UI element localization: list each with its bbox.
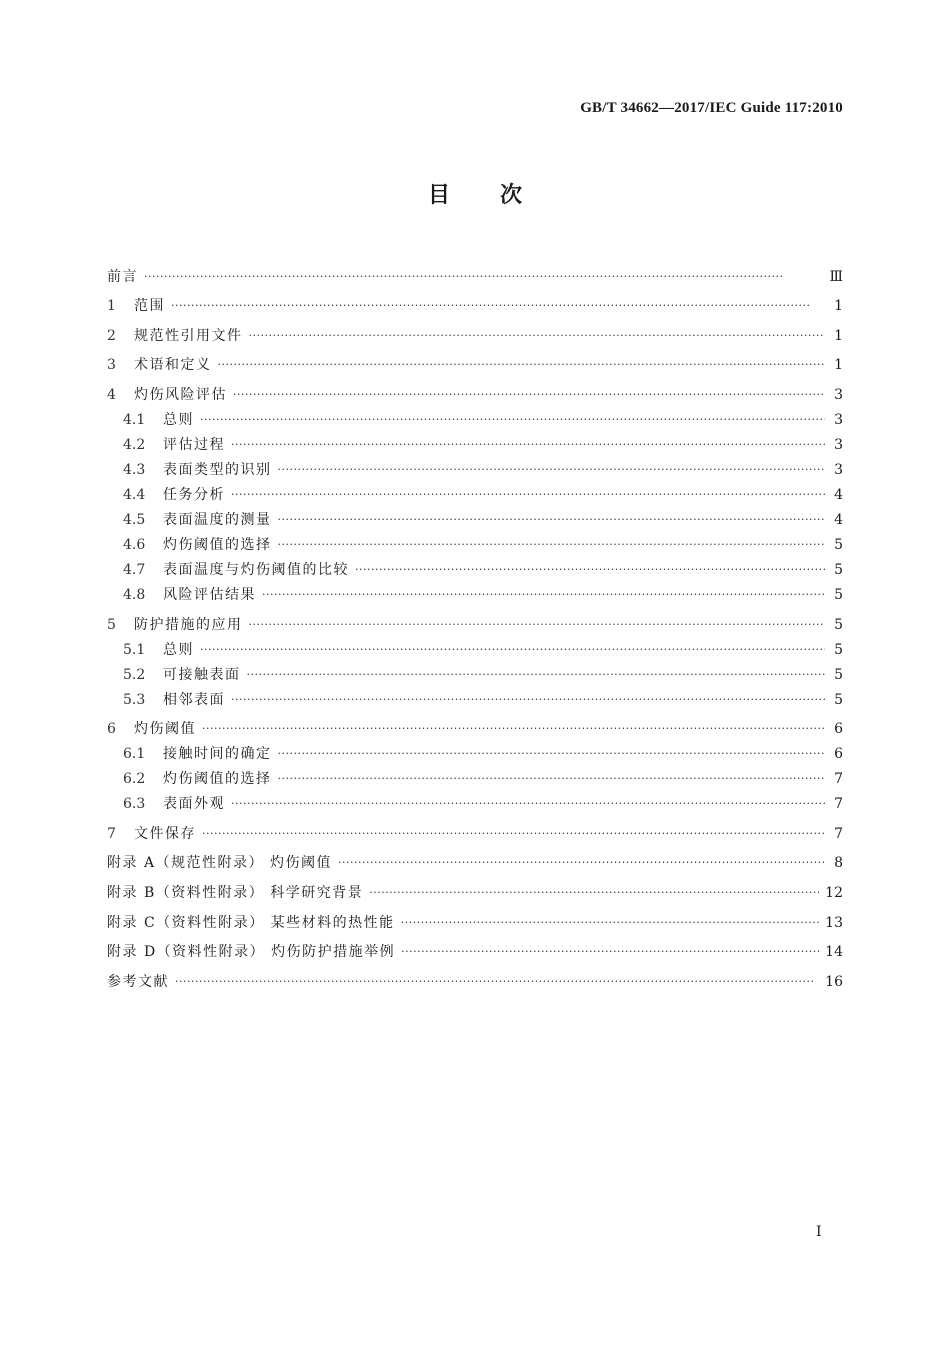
toc-entry-label: 总则 xyxy=(163,641,194,658)
toc-leader-dots xyxy=(144,268,823,286)
toc-leader-dots xyxy=(262,586,825,604)
toc-entry-label: 防护措施的应用 xyxy=(134,616,243,633)
toc-entry-number: 5.2 xyxy=(123,666,146,683)
toc-entry-page: 7 xyxy=(834,825,843,842)
toc-entry-page: 3 xyxy=(834,386,843,403)
toc-leader-dots xyxy=(278,770,826,788)
toc-entry-label: 文件保存 xyxy=(134,825,196,842)
toc-entry[interactable] xyxy=(107,763,843,788)
toc-entry[interactable] xyxy=(107,902,843,932)
toc-entry[interactable] xyxy=(107,932,843,962)
toc-entry-label: 前言 xyxy=(107,268,138,285)
toc-entry-label: 灼伤阈值的选择 xyxy=(163,771,272,788)
toc-leader-dots xyxy=(278,745,826,763)
toc-entry-label: 任务分析 xyxy=(163,486,225,503)
toc-leader-dots xyxy=(249,327,826,345)
toc-entry-page: 5 xyxy=(834,561,843,578)
toc-entry-number: 4 xyxy=(107,386,116,403)
toc-entry-label: 评估过程 xyxy=(163,436,225,453)
toc-entry-label: 附录 B（资料性附录） 科学研究背景 xyxy=(107,884,364,901)
toc-entry-label: 相邻表面 xyxy=(163,691,225,708)
toc-entry[interactable] xyxy=(107,684,843,709)
toc-entry[interactable] xyxy=(107,634,843,659)
toc-entry-number: 1 xyxy=(107,298,116,315)
toc-leader-dots xyxy=(249,616,826,634)
toc-leader-dots xyxy=(278,511,826,529)
toc-leader-dots xyxy=(278,536,826,554)
toc-leader-dots xyxy=(278,461,826,479)
toc-entry-page: 13 xyxy=(825,914,843,931)
toc-entry[interactable] xyxy=(107,554,843,579)
toc-entry-page: 3 xyxy=(834,461,843,478)
toc-entry[interactable] xyxy=(107,659,843,684)
toc-leader-dots xyxy=(231,691,825,709)
toc-entry-label: 表面外观 xyxy=(163,796,225,813)
toc-entry-number: 4.7 xyxy=(123,561,146,578)
toc-entry[interactable] xyxy=(107,404,843,429)
toc-leader-dots xyxy=(175,973,819,991)
toc-entry-label: 灼伤阈值 xyxy=(134,721,196,738)
toc-entry-label: 规范性引用文件 xyxy=(134,327,243,344)
toc-entry-number: 4.3 xyxy=(123,461,146,478)
toc-entry-label: 风险评估结果 xyxy=(163,586,256,603)
toc-entry[interactable] xyxy=(107,709,843,739)
toc-leader-dots xyxy=(218,356,826,374)
toc-entry-number: 5.1 xyxy=(123,641,146,658)
toc-entry-page: 12 xyxy=(825,884,843,901)
toc-entry-label: 附录 C（资料性附录） 某些材料的热性能 xyxy=(107,914,395,931)
toc-entry-page: 5 xyxy=(834,616,843,633)
toc-entry[interactable] xyxy=(107,256,843,286)
toc-entry-number: 6.1 xyxy=(123,746,146,763)
toc-entry[interactable] xyxy=(107,429,843,454)
toc-leader-dots xyxy=(202,825,825,843)
toc-entry-label: 表面温度的测量 xyxy=(163,511,272,528)
toc-entry-number: 6.2 xyxy=(123,771,146,788)
toc-entry[interactable] xyxy=(107,788,843,813)
toc-entry-page: 14 xyxy=(825,944,843,961)
toc-entry[interactable] xyxy=(107,961,843,991)
toc-entry-page: 1 xyxy=(834,357,843,374)
toc-entry-page: 5 xyxy=(834,536,843,553)
toc-entry[interactable] xyxy=(107,604,843,634)
table-of-contents xyxy=(107,256,843,991)
toc-entry-label: 接触时间的确定 xyxy=(163,746,272,763)
toc-entry-number: 4.6 xyxy=(123,536,146,553)
toc-entry-label: 可接触表面 xyxy=(163,666,241,683)
toc-entry-page: 3 xyxy=(834,411,843,428)
toc-leader-dots xyxy=(202,720,825,738)
toc-entry-label: 附录 D（资料性附录） 灼伤防护措施举例 xyxy=(107,944,396,961)
toc-entry-number: 4.2 xyxy=(123,436,146,453)
toc-entry-page: Ⅲ xyxy=(829,268,843,285)
toc-entry-number: 5.3 xyxy=(123,691,146,708)
toc-entry-page: 16 xyxy=(825,973,843,990)
toc-leader-dots xyxy=(171,297,825,315)
toc-entry[interactable] xyxy=(107,579,843,604)
toc-entry[interactable] xyxy=(107,286,843,316)
toc-leader-dots xyxy=(338,854,825,872)
toc-entry-label: 灼伤阈值的选择 xyxy=(163,536,272,553)
standard-code-header: GB/T 34662—2017/IEC Guide 117:2010 xyxy=(580,100,843,116)
toc-entry-page: 5 xyxy=(834,586,843,603)
toc-entry-page: 6 xyxy=(834,721,843,738)
toc-entry-page: 7 xyxy=(834,796,843,813)
toc-entry-page: 6 xyxy=(834,746,843,763)
toc-entry-page: 1 xyxy=(834,327,843,344)
toc-leader-dots xyxy=(247,666,826,684)
toc-entry-number: 4.5 xyxy=(123,511,146,528)
toc-entry-number: 2 xyxy=(107,327,116,344)
toc-leader-dots xyxy=(401,943,819,961)
toc-entry-page: 7 xyxy=(834,771,843,788)
toc-entry-label: 表面温度与灼伤阈值的比较 xyxy=(163,561,349,578)
toc-entry-page: 4 xyxy=(834,511,843,528)
toc-entry-page: 1 xyxy=(834,298,843,315)
toc-entry[interactable] xyxy=(107,479,843,504)
toc-entry-page: 3 xyxy=(834,436,843,453)
toc-entry-number: 5 xyxy=(107,616,116,633)
toc-leader-dots xyxy=(231,486,825,504)
page-title: 目次 xyxy=(427,183,572,208)
toc-entry-number: 4.1 xyxy=(123,411,146,428)
toc-entry-number: 3 xyxy=(107,357,116,374)
toc-entry-page: 5 xyxy=(834,641,843,658)
toc-entry[interactable] xyxy=(107,738,843,763)
toc-leader-dots xyxy=(369,884,819,902)
toc-leader-dots xyxy=(401,914,820,932)
toc-entry[interactable] xyxy=(107,374,843,404)
toc-entry-label: 总则 xyxy=(163,411,194,428)
toc-entry-label: 附录 A（规范性附录） 灼伤阈值 xyxy=(107,855,333,872)
toc-entry-number: 6 xyxy=(107,721,116,738)
toc-entry[interactable] xyxy=(107,345,843,375)
toc-entry-label: 术语和定义 xyxy=(134,357,212,374)
toc-entry-number: 7 xyxy=(107,825,116,842)
toc-entry-number: 6.3 xyxy=(123,796,146,813)
toc-entry-label: 表面类型的识别 xyxy=(163,461,272,478)
toc-entry[interactable] xyxy=(107,529,843,554)
toc-entry-page: 5 xyxy=(834,691,843,708)
page-number: I xyxy=(816,1224,822,1240)
toc-leader-dots xyxy=(200,641,825,659)
toc-entry[interactable] xyxy=(107,843,843,873)
toc-entry-number: 4.4 xyxy=(123,486,146,503)
toc-entry[interactable] xyxy=(107,315,843,345)
toc-entry-page: 5 xyxy=(834,666,843,683)
toc-leader-dots xyxy=(233,386,825,404)
toc-entry-page: 8 xyxy=(834,855,843,872)
toc-entry-label: 范围 xyxy=(134,298,165,315)
toc-entry-label: 灼伤风险评估 xyxy=(134,386,227,403)
toc-entry[interactable] xyxy=(107,504,843,529)
toc-leader-dots xyxy=(355,561,825,579)
toc-leader-dots xyxy=(231,795,825,813)
toc-entry-number: 4.8 xyxy=(123,586,146,603)
toc-entry-label: 参考文献 xyxy=(107,973,169,990)
toc-entry[interactable] xyxy=(107,454,843,479)
toc-entry-page: 4 xyxy=(834,486,843,503)
toc-leader-dots xyxy=(231,436,825,454)
toc-entry[interactable] xyxy=(107,813,843,843)
toc-leader-dots xyxy=(200,411,825,429)
toc-entry[interactable] xyxy=(107,872,843,902)
